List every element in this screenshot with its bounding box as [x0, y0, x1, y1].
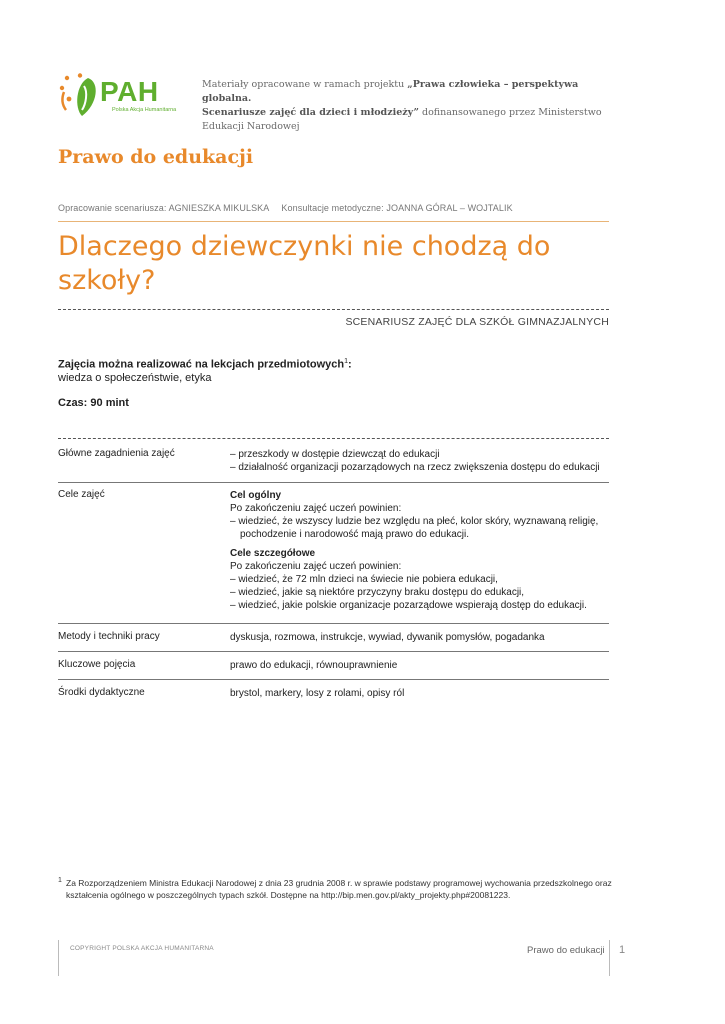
row-divider	[58, 679, 609, 680]
general-goal-heading: Cel ogólny	[230, 490, 282, 501]
row-content-issues	[230, 448, 609, 474]
consultant-label: Konsultacje metodyczne:	[281, 203, 387, 213]
copyright: COPYRIGHT POLSKA AKCJA HUMANITARNA	[70, 945, 214, 952]
list-item: – wiedzieć, jakie polskie organizacje pozarządowe wspierają dostęp do edukacji.	[230, 600, 587, 611]
row-content-goals	[230, 489, 609, 612]
footnote-text: Za Rozporządzeniem Ministra Edukacji Narodowej z dnia 23 grudnia 2008 r. w sprawie podstawy programowej wychowania przedszkolnego oraz kształcenia ogólnego w poszczególnych typach szkół. Dostępne na http://bip.men.gov.pl/akty_projekty.php#20081223.	[66, 878, 612, 900]
row-label-concepts: Kluczowe pojęcia	[58, 659, 136, 670]
project-info	[202, 78, 622, 134]
list-item: – działalność organizacji pozarządowych na rzecz zwiększenia dostępu do edukacji	[230, 462, 600, 473]
logo-text: PAH	[100, 76, 159, 107]
list-item: – wiedzieć, że 72 mln dzieci na świecie nie pobiera edukacji,	[230, 574, 498, 585]
row-label-materials: Środki dydaktyczne	[58, 687, 145, 698]
project-info-bold-1: „Prawa człowieka – perspektywa globalna.	[202, 79, 579, 104]
footer-divider-right	[609, 940, 610, 976]
subjects-colon: :	[348, 358, 352, 371]
footer-divider-left	[58, 940, 59, 976]
specific-goals-intro: Po zakończeniu zajęć uczeń powinien:	[230, 561, 402, 572]
row-content-methods: dyskusja, rozmowa, instrukcje, wywiad, dywanik pomysłów, pogadanka	[230, 632, 545, 643]
scenario-subtitle: SCENARIUSZ ZAJĘĆ DLA SZKÓŁ GIMNAZJALNYCH	[345, 316, 609, 328]
list-item: – wiedzieć, jakie są niektóre przyczyny braku dostępu do edukacji,	[230, 587, 525, 598]
project-info-bold-2: Scenariusze zajęć dla dzieci i młodzieży”	[202, 107, 419, 118]
lesson-duration: Czas: 90 mint	[58, 397, 129, 409]
consultant-name: JOANNA GÓRAL – WOJTALIK	[386, 203, 513, 213]
project-info-prefix: Materiały opracowane w ramach projektu	[202, 79, 408, 90]
list-item: – wiedzieć, że wszyscy ludzie bez względu na płeć, kolor skóry, wyznawaną religię, pochodzenie i narodowość mają prawo do edukacji.	[230, 516, 599, 540]
footnote-ref[interactable]: 1	[344, 358, 349, 365]
row-divider	[58, 623, 609, 624]
subjects-value: wiedza o społeczeństwie, etyka	[58, 372, 212, 384]
subjects-heading	[58, 358, 352, 371]
footnote-number: 1	[58, 877, 62, 884]
footer-title: Prawo do edukacji	[527, 945, 605, 956]
subjects-heading-text: Zajęcia można realizować na lekcjach przedmiotowych	[58, 358, 345, 371]
list-item: – przeszkody w dostępie dziewcząt do edukacji	[230, 449, 440, 460]
specific-goals-heading: Cele szczegółowe	[230, 548, 316, 559]
header-divider	[58, 221, 609, 222]
section-title: Prawo do edukacji	[58, 146, 254, 168]
pah-logo	[58, 72, 183, 122]
row-divider	[58, 482, 609, 483]
page-title: Dlaczego dziewczynki nie chodzą do szkoły?	[58, 231, 551, 296]
lesson-table	[58, 438, 609, 708]
row-label-goals: Cele zajęć	[58, 489, 105, 500]
scenario-author-name: AGNIESZKA MIKULSKA	[168, 203, 270, 213]
row-content-concepts: prawo do edukacji, równouprawnienie	[230, 660, 398, 671]
page-number: 1	[619, 944, 626, 956]
authors-line	[58, 203, 513, 213]
row-divider	[58, 651, 609, 652]
logo-tagline: Polska Akcja Humanitarna	[112, 107, 177, 113]
row-content-materials: brystol, markery, losy z rolami, opisy ról	[230, 688, 405, 699]
project-info-line3: Edukacji Narodowej	[202, 121, 300, 132]
general-goal-intro: Po zakończeniu zajęć uczeń powinien:	[230, 503, 402, 514]
footnote	[58, 877, 613, 901]
dashed-divider-top	[58, 309, 609, 310]
project-info-rest: dofinansowanego przez Ministerstwo	[418, 107, 602, 118]
row-label-methods: Metody i techniki pracy	[58, 631, 160, 642]
row-label-issues: Główne zagadnienia zajęć	[58, 448, 175, 459]
scenario-author-label: Opracowanie scenariusza:	[58, 203, 169, 213]
